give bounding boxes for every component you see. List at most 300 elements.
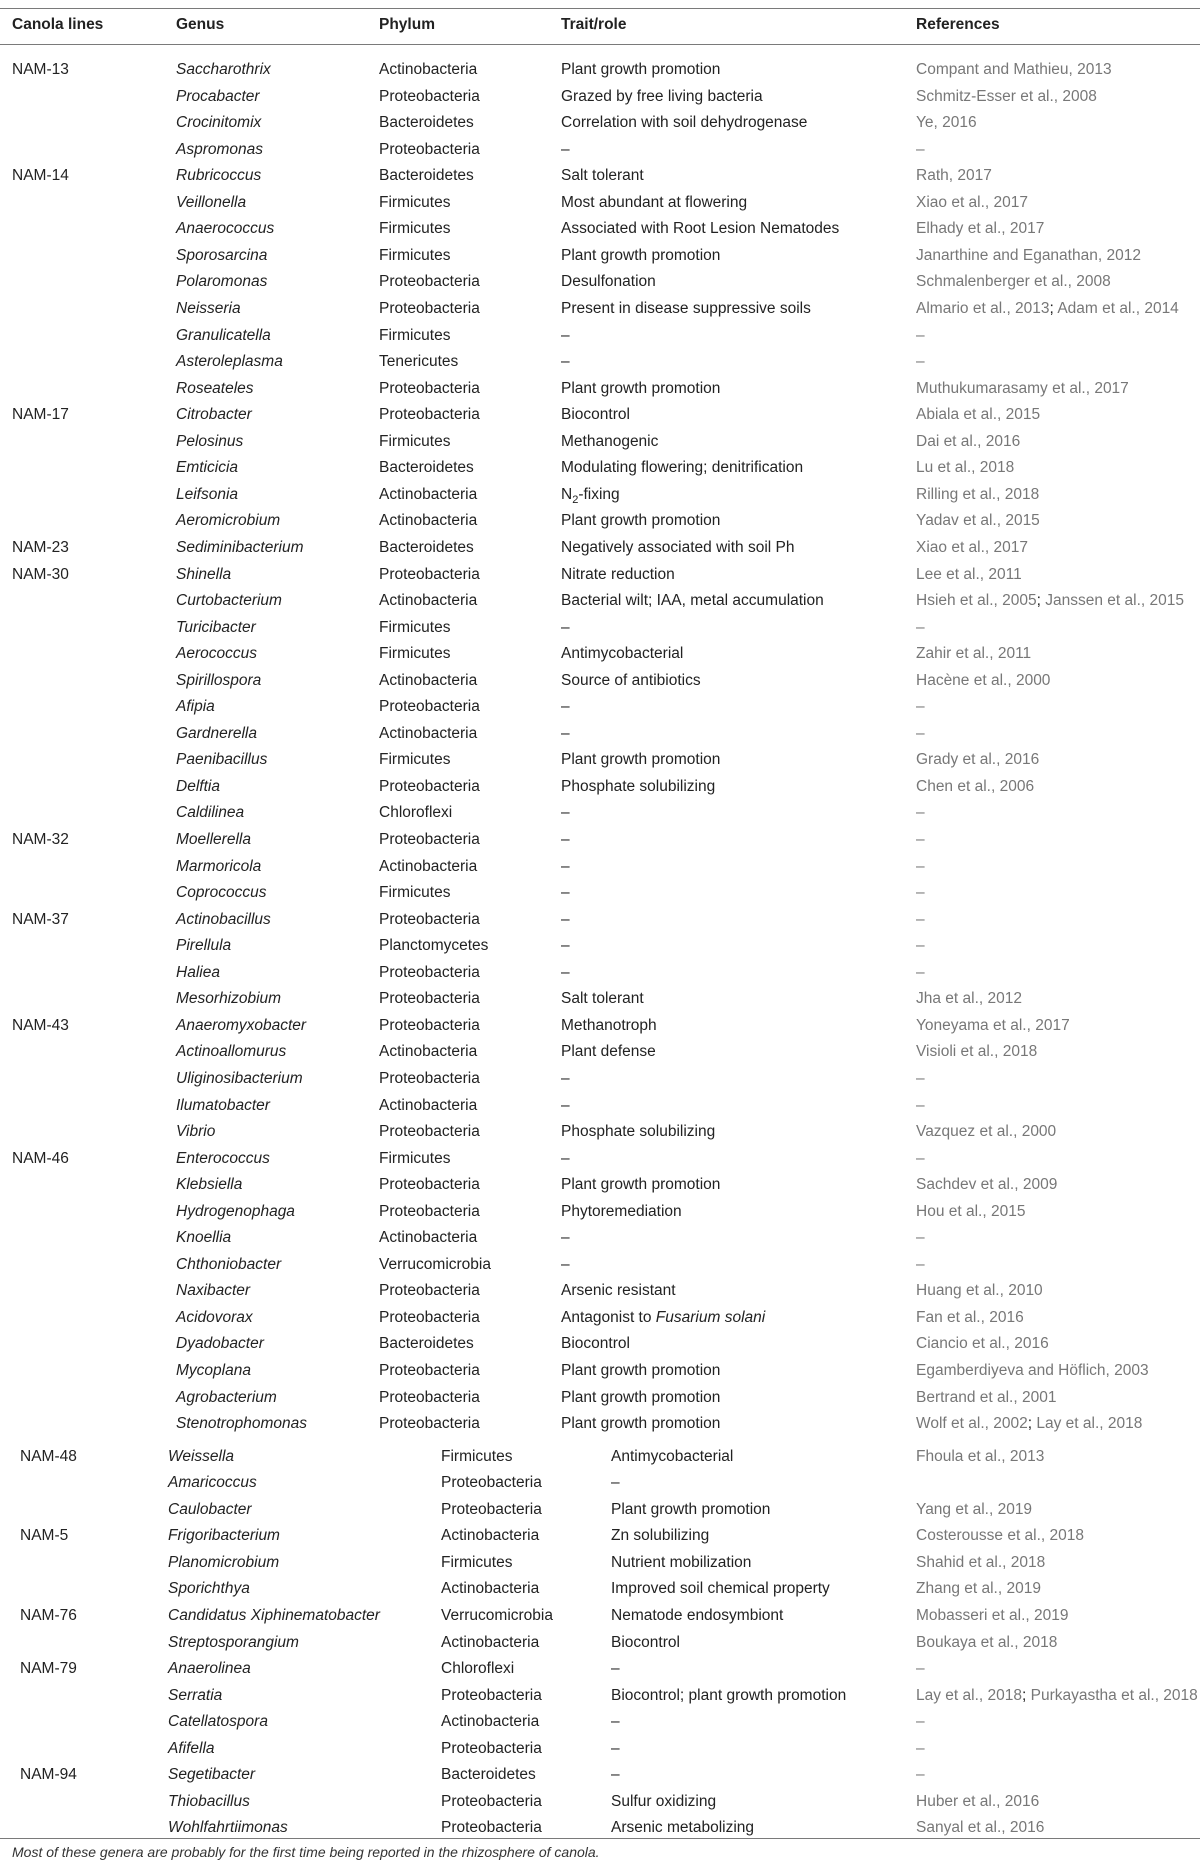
- cell-canola-line: NAM-17: [12, 406, 69, 424]
- trait-text: Methanogenic: [561, 432, 659, 450]
- table-row: [0, 269, 1200, 295]
- cell-phylum: Proteobacteria: [441, 1500, 542, 1518]
- cell-genus: Enterococcus: [176, 1149, 270, 1167]
- table-row: [0, 1252, 1200, 1278]
- cell-trait: [561, 1172, 720, 1198]
- reference-link[interactable]: Fhoula et al., 2013: [916, 1447, 1045, 1465]
- reference-link[interactable]: Hacène et al., 2000: [916, 671, 1051, 689]
- trait-text: –: [611, 1474, 620, 1492]
- reference-link: –: [916, 804, 925, 822]
- cell-trait: [561, 880, 570, 906]
- cell-phylum: Actinobacteria: [379, 592, 478, 609]
- cell-genus: Sporichthya: [168, 1580, 250, 1598]
- trait-text: –: [611, 1660, 620, 1677]
- cell-trait: [611, 1444, 733, 1470]
- cell-genus: Spirillospora: [176, 671, 262, 689]
- cell-references: [916, 190, 1028, 216]
- cell-references: [916, 349, 925, 375]
- reference-link[interactable]: Costerousse et al., 2018: [916, 1527, 1085, 1545]
- reference-link[interactable]: Adam et al., 2014: [1057, 300, 1179, 317]
- cell-phylum: Verrucomicrobia: [441, 1606, 553, 1624]
- cell-genus: Haliea: [176, 963, 220, 981]
- cell-trait: [561, 854, 570, 880]
- cell-genus: Leifsonia: [176, 485, 239, 503]
- cell-trait: [561, 508, 720, 534]
- cell-references: [916, 1146, 925, 1172]
- reference-link[interactable]: Xiao et al., 2017: [916, 193, 1029, 211]
- reference-link: –: [916, 140, 925, 158]
- reference-link[interactable]: Xiao et al., 2017: [916, 538, 1029, 556]
- reference-link[interactable]: Compant and Mathieu, 2013: [916, 61, 1112, 78]
- cell-trait: [561, 1013, 657, 1039]
- cell-references: [916, 1762, 925, 1788]
- reference-link[interactable]: Huang et al., 2010: [916, 1282, 1043, 1300]
- trait-text: –: [561, 140, 570, 158]
- cell-genus: Caldilinea: [176, 804, 245, 822]
- cell-phylum: Firmicutes: [379, 246, 451, 264]
- reference-link: –: [916, 353, 925, 371]
- reference-link[interactable]: Sachdev et al., 2009: [916, 1176, 1058, 1194]
- reference-link[interactable]: Muthukumarasamy et al., 2017: [916, 379, 1129, 397]
- table-row: [0, 1789, 1200, 1815]
- cell-phylum: Proteobacteria: [379, 1016, 480, 1034]
- cell-trait: [561, 960, 570, 986]
- table-row: [0, 1093, 1200, 1119]
- cell-trait: [561, 800, 570, 826]
- cell-trait: [561, 190, 747, 216]
- cell-genus: Procabacter: [176, 87, 260, 105]
- cell-phylum: Proteobacteria: [379, 831, 480, 848]
- reference-link[interactable]: Almario et al., 2013: [916, 300, 1050, 317]
- cell-phylum: Tenericutes: [379, 353, 459, 371]
- table-row: [0, 1039, 1200, 1065]
- reference-link: –: [916, 1660, 925, 1677]
- cell-genus: Sediminibacterium: [176, 538, 304, 556]
- cell-canola-line: NAM-5: [20, 1527, 69, 1545]
- cell-references: [916, 1278, 1043, 1304]
- cell-trait: [561, 1199, 682, 1225]
- cell-references: [916, 907, 925, 933]
- cell-genus: Dyadobacter: [176, 1335, 264, 1353]
- trait-text: –: [561, 857, 570, 875]
- cell-references: [916, 1385, 1056, 1411]
- cell-references: [916, 1656, 925, 1682]
- cell-references: [916, 1013, 1070, 1039]
- trait-text: –: [561, 353, 570, 371]
- table-row: [0, 1576, 1200, 1602]
- reference-link[interactable]: Vazquez et al., 2000: [916, 1123, 1057, 1140]
- table-row: [0, 907, 1200, 933]
- cell-trait: [561, 747, 720, 773]
- trait-text: –: [561, 937, 570, 955]
- table-row: [0, 110, 1200, 136]
- cell-trait: [561, 774, 715, 800]
- table-row: [0, 1225, 1200, 1251]
- cell-trait: [611, 1470, 620, 1496]
- cell-references: [916, 562, 1022, 588]
- reference-link[interactable]: Rath, 2017: [916, 167, 992, 185]
- cell-references: [916, 933, 925, 959]
- reference-link: –: [916, 937, 925, 955]
- table-row: [0, 455, 1200, 481]
- cell-genus: Weissella: [168, 1447, 235, 1465]
- cell-references: [916, 1225, 925, 1251]
- trait-text: –: [561, 831, 570, 848]
- cell-references: [916, 1550, 1045, 1576]
- cell-references: [916, 455, 1014, 481]
- cell-genus: Ilumatobacter: [176, 1096, 270, 1114]
- trait-text: Biocontrol: [561, 1335, 630, 1353]
- cell-genus: Wohlfahrtiimonas: [168, 1819, 288, 1837]
- table-row: [0, 1066, 1200, 1092]
- table-footnote: Most of these genera are probably for the first time being reported in the rhizosphere of canola.: [12, 1844, 600, 1860]
- cell-trait: [561, 1278, 676, 1304]
- table-row: [0, 721, 1200, 747]
- trait-text: Phosphate solubilizing: [561, 1123, 716, 1140]
- reference-link[interactable]: Wolf et al., 2002: [916, 1415, 1028, 1432]
- trait-text: Plant growth promotion: [561, 379, 721, 397]
- reference-link: –: [916, 1713, 925, 1731]
- reference-link[interactable]: Zhang et al., 2019: [916, 1580, 1041, 1598]
- reference-link[interactable]: Hsieh et al., 2005: [916, 592, 1037, 609]
- cell-genus: Hydrogenophaga: [176, 1202, 295, 1220]
- trait-text: –: [561, 1149, 570, 1167]
- cell-phylum: Verrucomicrobia: [379, 1255, 491, 1273]
- cell-trait: [561, 562, 675, 588]
- cell-genus: Shinella: [176, 565, 232, 583]
- table-row: [0, 1736, 1200, 1762]
- trait-text: Antagonist to: [561, 1308, 656, 1326]
- cell-genus: Agrobacterium: [176, 1388, 277, 1406]
- reference-link[interactable]: Ciancio et al., 2016: [916, 1335, 1049, 1353]
- cell-phylum: Proteobacteria: [379, 1415, 480, 1432]
- cell-phylum: Firmicutes: [379, 751, 451, 769]
- cell-genus: Candidatus Xiphinematobacter: [168, 1606, 380, 1624]
- trait-species-italic: Fusarium solani: [655, 1308, 766, 1326]
- cell-phylum: Actinobacteria: [441, 1580, 540, 1598]
- trait-text: Salt tolerant: [561, 167, 644, 185]
- cell-genus: Caulobacter: [168, 1500, 252, 1518]
- cell-phylum: Firmicutes: [441, 1447, 513, 1465]
- cell-canola-line: NAM-14: [12, 167, 69, 185]
- trait-text: Phytoremediation: [561, 1202, 682, 1220]
- reference-link[interactable]: Shahid et al., 2018: [916, 1553, 1046, 1571]
- cell-references: [916, 376, 1129, 402]
- cell-phylum: Bacteroidetes: [379, 167, 474, 185]
- table-row: [0, 1762, 1200, 1788]
- trait-text: Plant growth promotion: [561, 1176, 721, 1194]
- cell-references: [916, 747, 1039, 773]
- reference-link: –: [916, 1255, 925, 1273]
- reference-link: –: [916, 698, 925, 716]
- cell-references: [916, 137, 925, 163]
- reference-link[interactable]: Ye, 2016: [916, 114, 977, 132]
- cell-genus: Rubricoccus: [176, 167, 262, 185]
- cell-trait: [561, 1411, 720, 1437]
- reference-link[interactable]: Schmalenberger et al., 2008: [916, 273, 1111, 291]
- cell-phylum: Actinobacteria: [441, 1527, 540, 1545]
- cell-references: [916, 880, 925, 906]
- header-phylum: Phylum: [379, 16, 435, 33]
- trait-text: Improved soil chemical property: [611, 1580, 830, 1598]
- table-row: [0, 376, 1200, 402]
- reference-link[interactable]: Janarthine and Eganathan, 2012: [916, 246, 1141, 264]
- cell-phylum: Proteobacteria: [379, 1362, 480, 1379]
- cell-canola-line: NAM-79: [20, 1660, 77, 1677]
- cell-trait: [561, 588, 824, 614]
- reference-link: –: [916, 1069, 925, 1087]
- reference-link[interactable]: Zahir et al., 2011: [916, 645, 1032, 663]
- cell-genus: Pirellula: [176, 937, 232, 955]
- cell-genus: Mesorhizobium: [176, 990, 282, 1008]
- cell-references: [916, 269, 1111, 295]
- table-row: [0, 694, 1200, 720]
- cell-genus: Emticicia: [176, 459, 239, 477]
- cell-genus: Planomicrobium: [168, 1553, 280, 1571]
- cell-trait: [561, 1252, 570, 1278]
- reference-link[interactable]: Purkayastha et al., 2018: [1030, 1686, 1198, 1704]
- cell-genus: Saccharothrix: [176, 61, 271, 78]
- cell-phylum: Proteobacteria: [379, 1202, 480, 1220]
- cell-trait: [561, 1385, 720, 1411]
- trait-text: –: [561, 618, 570, 636]
- cell-canola-line: NAM-30: [12, 565, 69, 583]
- cell-phylum: Actinobacteria: [379, 1043, 478, 1061]
- cell-phylum: Firmicutes: [379, 884, 451, 902]
- reference-link: –: [916, 1766, 925, 1784]
- table-row: [0, 1358, 1200, 1384]
- cell-canola-line: NAM-46: [12, 1149, 69, 1167]
- reference-link[interactable]: Mobasseri et al., 2019: [916, 1606, 1069, 1624]
- cell-references: [916, 57, 1112, 83]
- reference-link[interactable]: Janssen et al., 2015: [1045, 592, 1185, 609]
- cell-phylum: Firmicutes: [379, 618, 451, 636]
- table-row: [0, 1199, 1200, 1225]
- reference-link[interactable]: Sanyal et al., 2016: [916, 1819, 1045, 1837]
- cell-references: [916, 721, 925, 747]
- bottom-rule: [0, 1838, 1200, 1839]
- cell-canola-line: NAM-23: [12, 538, 69, 556]
- reference-link[interactable]: Dai et al., 2016: [916, 432, 1021, 450]
- reference-link[interactable]: Chen et al., 2006: [916, 777, 1035, 795]
- cell-genus: Chthoniobacter: [176, 1255, 282, 1273]
- cell-trait: [561, 110, 807, 136]
- reference-link[interactable]: Visioli et al., 2018: [916, 1043, 1038, 1061]
- cell-references: [916, 615, 925, 641]
- table-row: [0, 1603, 1200, 1629]
- table-row: [0, 243, 1200, 269]
- cell-genus: Frigoribacterium: [168, 1527, 280, 1545]
- trait-text: N: [561, 485, 573, 503]
- cell-trait: [561, 1331, 630, 1357]
- cell-trait: [561, 1146, 570, 1172]
- cell-trait: [611, 1630, 680, 1656]
- trait-text: –: [561, 698, 570, 716]
- cell-phylum: Actinobacteria: [379, 671, 478, 689]
- cell-trait: [611, 1576, 830, 1602]
- trait-text: –: [611, 1766, 620, 1784]
- reference-link: –: [916, 1739, 925, 1757]
- cell-phylum: Proteobacteria: [379, 1388, 480, 1406]
- trait-text: Arsenic metabolizing: [611, 1819, 755, 1837]
- cell-references: [916, 986, 1022, 1012]
- cell-genus: Citrobacter: [176, 406, 252, 424]
- cell-genus: Granulicatella: [176, 326, 271, 344]
- trait-text: –: [561, 910, 570, 928]
- trait-text: Plant growth promotion: [561, 246, 721, 264]
- trait-text: Plant growth promotion: [561, 512, 721, 530]
- table-row: [0, 163, 1200, 189]
- reference-link[interactable]: Abiala et al., 2015: [916, 406, 1041, 424]
- cell-references: [916, 1603, 1069, 1629]
- cell-references: [916, 163, 992, 189]
- table-row: [0, 535, 1200, 561]
- cell-phylum: Proteobacteria: [441, 1686, 542, 1704]
- cell-references: [916, 1066, 925, 1092]
- cell-references: [916, 1199, 1025, 1225]
- table-row: [0, 1305, 1200, 1331]
- trait-text: Phosphate solubilizing: [561, 777, 716, 795]
- trait-text: Present in disease suppressive soils: [561, 300, 811, 317]
- cell-phylum: Firmicutes: [441, 1553, 513, 1571]
- cell-canola-line: NAM-76: [20, 1606, 77, 1624]
- table-row: [0, 774, 1200, 800]
- table-row: [0, 216, 1200, 242]
- trait-text: Antimycobacterial: [561, 645, 684, 663]
- reference-link[interactable]: Lay et al., 2018: [1036, 1415, 1143, 1432]
- cell-phylum: Actinobacteria: [379, 857, 478, 875]
- cell-references: [916, 1523, 1084, 1549]
- cell-genus: Crocinitomix: [176, 114, 262, 132]
- cell-phylum: Firmicutes: [379, 220, 451, 238]
- cell-genus: Curtobacterium: [176, 592, 282, 609]
- cell-phylum: Proteobacteria: [379, 698, 480, 716]
- cell-genus: Paenibacillus: [176, 751, 268, 769]
- cell-phylum: Actinobacteria: [441, 1633, 540, 1651]
- cell-genus: Mycoplana: [176, 1362, 251, 1379]
- cell-trait: [611, 1550, 751, 1576]
- header-row: [0, 12, 1200, 38]
- cell-trait: [611, 1762, 620, 1788]
- reference-link: –: [916, 1096, 925, 1114]
- cell-phylum: Proteobacteria: [379, 379, 480, 397]
- cell-phylum: Proteobacteria: [379, 1308, 480, 1326]
- cell-genus: Actinobacillus: [176, 910, 271, 928]
- cell-phylum: Proteobacteria: [441, 1792, 542, 1810]
- cell-references: [916, 774, 1034, 800]
- reference-link[interactable]: Boukaya et al., 2018: [916, 1633, 1058, 1651]
- cell-phylum: Chloroflexi: [379, 804, 453, 822]
- cell-trait: [561, 1225, 570, 1251]
- table-row: [0, 190, 1200, 216]
- cell-trait: [611, 1603, 783, 1629]
- cell-phylum: Actinobacteria: [379, 512, 478, 530]
- reference-link[interactable]: Yadav et al., 2015: [916, 512, 1040, 530]
- cell-trait: [561, 641, 683, 667]
- cell-trait: [561, 216, 839, 242]
- cell-references: [916, 323, 925, 349]
- cell-references: [916, 1331, 1049, 1357]
- cell-phylum: Proteobacteria: [379, 140, 480, 158]
- cell-genus: Anaeromyxobacter: [176, 1016, 307, 1034]
- reference-link[interactable]: Elhady et al., 2017: [916, 220, 1045, 238]
- cell-canola-line: NAM-32: [12, 831, 69, 848]
- cell-references: [916, 482, 1039, 508]
- table-row: [0, 960, 1200, 986]
- cell-genus: Afifella: [168, 1739, 215, 1757]
- trait-text: –: [561, 1069, 570, 1087]
- cell-trait: [611, 1683, 846, 1709]
- reference-link[interactable]: Jha et al., 2012: [916, 990, 1022, 1008]
- reference-link[interactable]: Egamberdiyeva and Höflich, 2003: [916, 1362, 1149, 1379]
- reference-link[interactable]: Fan et al., 2016: [916, 1308, 1024, 1326]
- cell-genus: Acidovorax: [176, 1308, 253, 1326]
- reference-link[interactable]: Schmitz-Esser et al., 2008: [916, 87, 1097, 105]
- cell-trait: [561, 827, 570, 853]
- cell-references: [916, 1252, 925, 1278]
- reference-link[interactable]: Lu et al., 2018: [916, 459, 1015, 477]
- cell-references: [916, 429, 1020, 455]
- cell-references: [916, 1630, 1057, 1656]
- cell-canola-line: NAM-48: [20, 1447, 77, 1465]
- table-row: [0, 1470, 1200, 1496]
- cell-genus: Anaerococcus: [176, 220, 275, 238]
- reference-link: –: [916, 884, 925, 902]
- reference-link[interactable]: Grady et al., 2016: [916, 751, 1040, 769]
- trait-text: Plant growth promotion: [561, 1388, 721, 1406]
- cell-references: [916, 1093, 925, 1119]
- cell-references: [916, 1497, 1032, 1523]
- cell-genus: Serratia: [168, 1686, 223, 1704]
- reference-link[interactable]: Yang et al., 2019: [916, 1500, 1033, 1518]
- cell-phylum: Proteobacteria: [379, 300, 480, 317]
- table-row: [0, 1278, 1200, 1304]
- cell-genus: Catellatospora: [168, 1713, 268, 1731]
- cell-genus: Delftia: [176, 777, 220, 795]
- reference-link[interactable]: Lee et al., 2011: [916, 565, 1022, 583]
- trait-text: –: [561, 1255, 570, 1273]
- cell-references: [916, 110, 977, 136]
- trait-text: Antimycobacterial: [611, 1447, 734, 1465]
- cell-phylum: Firmicutes: [379, 432, 451, 450]
- reference-link[interactable]: Hou et al., 2015: [916, 1202, 1026, 1220]
- reference-link[interactable]: Rilling et al., 2018: [916, 485, 1040, 503]
- reference-link: –: [916, 1149, 925, 1167]
- cell-trait: [611, 1497, 770, 1523]
- trait-text: Desulfonation: [561, 273, 656, 291]
- cell-genus: Amaricoccus: [168, 1474, 257, 1492]
- cell-phylum: Actinobacteria: [379, 1229, 478, 1247]
- table-row: [0, 429, 1200, 455]
- reference-link[interactable]: Bertrand et al., 2001: [916, 1388, 1057, 1406]
- cell-canola-line: NAM-43: [12, 1016, 69, 1034]
- reference-link[interactable]: Yoneyama et al., 2017: [916, 1016, 1070, 1034]
- cell-trait: [561, 721, 570, 747]
- reference-link[interactable]: Huber et al., 2016: [916, 1792, 1040, 1810]
- cell-genus: Uliginosibacterium: [176, 1069, 303, 1087]
- cell-genus: Klebsiella: [176, 1176, 243, 1194]
- reference-link: –: [916, 910, 925, 928]
- cell-phylum: Bacteroidetes: [379, 114, 474, 132]
- reference-link[interactable]: Lay et al., 2018: [916, 1686, 1022, 1704]
- top-rule: [0, 8, 1200, 9]
- cell-phylum: Proteobacteria: [379, 910, 480, 928]
- cell-genus: Knoellia: [176, 1229, 232, 1247]
- cell-genus: Actinoallomurus: [176, 1043, 287, 1061]
- table-row: [0, 402, 1200, 428]
- table-row: [0, 562, 1200, 588]
- cell-phylum: Bacteroidetes: [379, 538, 474, 556]
